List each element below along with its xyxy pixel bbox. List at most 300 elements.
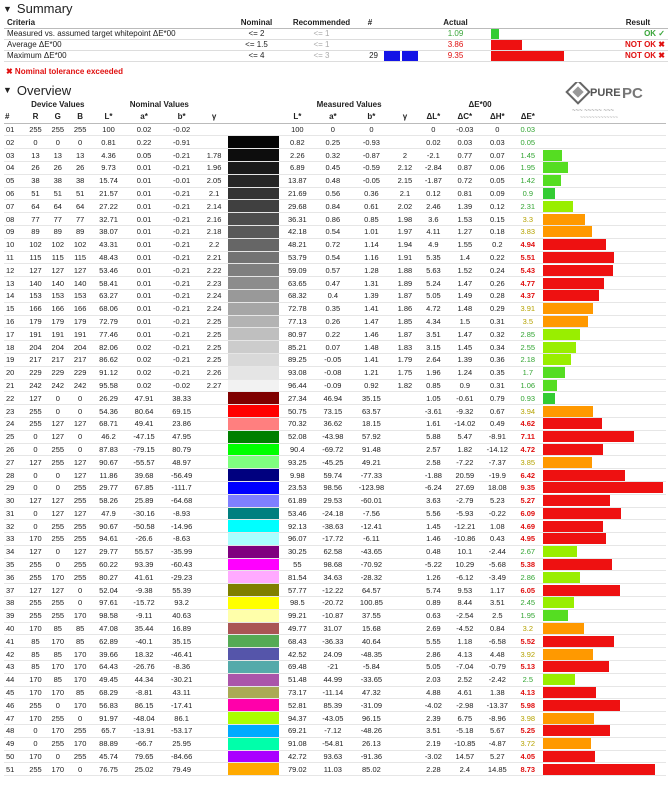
table-row (4, 392, 666, 405)
cell-value (201, 584, 227, 597)
cell-value: 127 (73, 508, 87, 518)
color-swatch (227, 507, 280, 520)
delta-e-value: 1.7 (522, 368, 534, 378)
cell-value: 170 (51, 572, 65, 582)
cell-value: 39.66 (99, 649, 118, 659)
cell-value: -0.02 (173, 380, 191, 390)
delta-e-bar (543, 265, 613, 276)
delta-e-value: 3.83 (520, 227, 536, 237)
cell-value: 0 (55, 483, 60, 493)
cell-value: 0 (33, 470, 38, 480)
cell-value: 115 (74, 252, 87, 262)
delta-e-value: 0.03 (520, 124, 536, 134)
cell-value: 127 (51, 432, 65, 442)
cell-value: 51.48 (287, 675, 307, 685)
cell-value: -1.88 (424, 470, 442, 480)
cell-value: -0.21 (173, 201, 191, 211)
cell-value: 127 (73, 457, 87, 467)
cell-value: 100 (291, 124, 304, 134)
cell-value: -36.33 (322, 636, 344, 646)
color-swatch (227, 673, 280, 686)
cell-value: 204 (51, 342, 65, 352)
color-swatch (227, 533, 280, 546)
cell-value: 1.05 (426, 393, 441, 403)
cell-value: 255 (29, 764, 42, 774)
cell-value: 255 (73, 124, 87, 134)
delta-e-value: 2.55 (520, 342, 536, 352)
cell-value: 26 (53, 163, 62, 173)
swatch-fill (228, 444, 279, 456)
cell-value: 38.33 (172, 393, 191, 403)
cell-value (392, 417, 418, 430)
cell-value: 64.43 (99, 662, 118, 672)
cell-value: 1.39 (457, 201, 473, 211)
col-criteria: Criteria (4, 17, 229, 28)
cell-value: -64.68 (170, 496, 193, 506)
cell-value: 255 (51, 457, 65, 467)
table-row (4, 187, 666, 200)
cell-value: 127 (73, 470, 87, 480)
cell-value: 4.48 (490, 649, 505, 659)
cell-value (392, 494, 418, 507)
cell-value: 4.61 (457, 688, 473, 698)
cell-value: 93.25 (287, 457, 307, 467)
cell-value (392, 571, 418, 584)
collapse-triangle-icon[interactable]: ▼ (3, 3, 12, 14)
cell-value: 1.47 (457, 329, 473, 339)
cell-value: 1.45 (457, 342, 473, 352)
color-swatch (227, 763, 280, 776)
summary-title: Summary (16, 1, 73, 16)
cell-value: 0.29 (490, 304, 505, 314)
color-swatch (227, 123, 280, 136)
cell-value (201, 737, 227, 750)
cell-value: 0 (55, 700, 60, 710)
cell-value: 53.46 (99, 265, 118, 275)
table-row (4, 622, 666, 635)
cell-value: 255 (73, 496, 87, 506)
cell-value: 1.16 (364, 252, 379, 262)
cell-value (392, 392, 418, 405)
table-row (4, 136, 666, 149)
cell-value: 0.85 (364, 214, 379, 224)
cell-value: 2.2 (208, 240, 220, 250)
cell-value (392, 661, 418, 674)
cell-value: 0 (78, 713, 83, 723)
cell-value: -0.05 (324, 355, 342, 365)
swatch-fill (228, 367, 279, 379)
delta-e-value: 4.77 (520, 278, 536, 288)
patch-index: 16 (6, 316, 15, 326)
cell-value: 0.09 (490, 188, 505, 198)
delta-e-value: 1.45 (520, 150, 536, 160)
cell-value: -11.14 (322, 688, 344, 698)
cell-value: 96.15 (362, 713, 381, 723)
cell-value: 6.75 (457, 713, 473, 723)
cell-value: 0.22 (136, 137, 152, 147)
cell-value: 153 (51, 291, 65, 301)
cell-value: 1.26 (426, 572, 441, 582)
cell-value: 0.07 (325, 342, 341, 352)
delta-e-value: 4.37 (520, 291, 536, 301)
delta-e-value: 4.69 (520, 521, 536, 531)
swatch-fill (228, 175, 279, 187)
cell-value: 1.24 (457, 368, 473, 378)
cell-value: 68.06 (99, 304, 118, 314)
delta-e-value: 1.95 (520, 163, 536, 173)
cell-value: -0.02 (173, 124, 191, 134)
cell-value: 41.61 (134, 572, 154, 582)
color-swatch (227, 712, 280, 725)
table-row (4, 648, 666, 661)
cell-value: 1.41 (364, 304, 379, 314)
cell-value: 11.03 (323, 764, 342, 774)
cell-value: 38 (75, 176, 85, 186)
cell-value: 242 (29, 380, 42, 390)
cell-value: 47.32 (362, 688, 381, 698)
cell-value: 1.52 (457, 265, 473, 275)
delta-e-bar (543, 290, 599, 301)
delta-e-value: 0.05 (520, 137, 536, 147)
actual-bar (491, 51, 564, 61)
cell-value: 15.74 (99, 176, 118, 186)
cell-value: 255 (51, 534, 65, 544)
cell-value: 2.86 (426, 649, 441, 659)
cell-value: 1.38 (490, 688, 505, 698)
cell-value (201, 507, 227, 520)
color-swatch (227, 213, 280, 226)
cell-value: 4.36 (101, 150, 116, 160)
cell-value: -17.72 (322, 534, 344, 544)
cell-value: 255 (73, 572, 87, 582)
delta-e-bar (543, 470, 625, 481)
nominal-value: <= 1.5 (245, 40, 268, 49)
cell-value: 127 (51, 265, 65, 275)
svg-text:~~~ ~~~~~ ~~~: ~~~ ~~~~~ ~~~ (572, 108, 614, 114)
cell-value: 179 (51, 316, 65, 326)
patch-index: 10 (6, 240, 15, 250)
cell-value: 25.89 (134, 496, 154, 506)
cell-value: -54.81 (322, 739, 344, 749)
table-row (4, 341, 666, 354)
cell-value: 0 (33, 521, 38, 531)
color-swatch (227, 328, 280, 341)
cell-value: 1.94 (397, 240, 413, 250)
cell-value: -0.22 (488, 508, 506, 518)
cell-value (201, 635, 227, 648)
cell-value: 85 (53, 649, 62, 659)
table-row (4, 750, 666, 763)
cell-value: 255 (29, 560, 42, 570)
table-row (4, 635, 666, 648)
patch-index: 32 (6, 521, 15, 531)
cell-value: -2.42 (488, 675, 506, 685)
delta-e-value: 5.38 (520, 560, 536, 570)
cell-value: -8.91 (488, 432, 506, 442)
cell-value: 10.1 (457, 547, 473, 557)
cell-value: 0.31 (490, 380, 505, 390)
svg-text:~~~~~~~~~~~~~: ~~~~~~~~~~~~~ (580, 115, 618, 121)
cell-value: 9.98 (290, 470, 305, 480)
cell-value: 1.53 (457, 214, 473, 224)
cell-value: -0.08 (324, 368, 342, 378)
table-row (4, 430, 666, 443)
delta-e-bar (543, 201, 573, 212)
cell-value: 2.15 (397, 176, 413, 186)
color-swatch (227, 622, 280, 635)
cell-value: 3.51 (490, 598, 505, 608)
cell-value: -14.96 (170, 521, 193, 531)
cell-value: -2.1 (426, 150, 440, 160)
cell-value (392, 584, 418, 597)
result-status: OK ✓ (644, 29, 665, 38)
cell-value (201, 661, 227, 674)
color-swatch (227, 238, 280, 251)
delta-e-value: 4.62 (520, 419, 536, 429)
table-row (4, 699, 666, 712)
cell-value: -6.12 (456, 572, 474, 582)
cell-value: 102 (73, 240, 87, 250)
swatch-fill (228, 328, 279, 340)
table-row (4, 673, 666, 686)
swatch-fill (228, 495, 279, 507)
patch-index: 17 (6, 329, 15, 339)
cell-value: -55.57 (133, 457, 155, 467)
cell-value: 45.74 (99, 752, 118, 762)
cell-value: 62.58 (323, 547, 343, 557)
cell-value (201, 712, 227, 725)
delta-e-value: 3.92 (520, 649, 536, 659)
cell-value: 80.27 (99, 572, 118, 582)
cell-value (392, 622, 418, 635)
cell-value: 100 (102, 124, 115, 134)
cell-value: 4.9 (428, 240, 439, 250)
table-row (4, 481, 666, 494)
color-swatch (227, 520, 280, 533)
cell-value: 61.89 (287, 496, 307, 506)
cell-value: -29.23 (170, 572, 193, 582)
cell-value: -0.21 (173, 163, 191, 173)
cell-value: -45.25 (322, 457, 344, 467)
table-row (4, 302, 666, 315)
delta-e-bar (543, 150, 562, 161)
cell-value (392, 469, 418, 482)
cell-value (201, 456, 227, 469)
cell-value: 35.15 (172, 636, 191, 646)
table-row (4, 737, 666, 750)
cell-value: 62.89 (99, 636, 118, 646)
delta-e-bar (543, 380, 557, 391)
cell-value (201, 417, 227, 430)
cell-value: 10.29 (455, 560, 475, 570)
cell-value: 1.79 (397, 355, 413, 365)
delta-e-value: 6.05 (520, 585, 536, 595)
cell-value: -84.66 (170, 752, 193, 762)
cell-value: 86.62 (99, 355, 118, 365)
delta-e-bar (543, 393, 555, 404)
cell-value: 0.02 (136, 368, 152, 378)
patch-index: 07 (6, 201, 15, 211)
cell-value: -111.7 (171, 483, 192, 493)
cell-value: 0.36 (490, 355, 505, 365)
cell-value: 255 (51, 598, 65, 608)
cell-value: -31.09 (360, 700, 383, 710)
cell-value: 242 (73, 380, 87, 390)
cell-value: 53.46 (287, 508, 307, 518)
table-row (4, 315, 666, 328)
cell-value: 51 (31, 188, 40, 198)
cell-value: 16.89 (172, 624, 191, 634)
cell-value: -15.72 (133, 598, 155, 608)
swatch-fill (228, 431, 279, 443)
cell-value: -48.35 (360, 649, 383, 659)
swatch-measured (402, 51, 418, 61)
cell-value: 55 (293, 560, 302, 570)
cell-value: -26.76 (133, 662, 155, 672)
cell-value: 127 (29, 265, 42, 275)
patch-index: 29 (6, 483, 15, 493)
cell-value: 255 (29, 419, 42, 429)
cell-value: 255 (73, 483, 87, 493)
delta-e-bar (543, 495, 610, 506)
cell-value: 35.44 (134, 624, 154, 634)
patch-index: 19 (6, 355, 15, 365)
cell-value: -6.58 (488, 636, 506, 646)
cell-value: 82.06 (99, 342, 118, 352)
cell-value (392, 750, 418, 763)
cell-value: 27.34 (287, 393, 307, 403)
swatch-fill (228, 546, 279, 558)
tolerance-warning: ✖ Nominal tolerance exceeded (6, 66, 123, 76)
cell-value: 0.01 (136, 163, 152, 173)
recommended-value: <= 1 (313, 29, 330, 38)
cell-value: 1.31 (364, 278, 379, 288)
cell-value: 2.39 (426, 713, 441, 723)
cell-value: 0.72 (325, 240, 341, 250)
cell-value: 0.54 (325, 227, 341, 237)
cell-value: 0.56 (325, 188, 341, 198)
col-header: L* (104, 112, 113, 122)
actual-value: 3.86 (447, 40, 464, 49)
cell-value: 1.82 (457, 444, 473, 454)
cell-value: 13 (53, 150, 62, 160)
cell-value: 80.64 (134, 406, 154, 416)
cell-value: 99.21 (287, 611, 307, 621)
patch-index: 51 (6, 764, 15, 774)
delta-e-value: 4.05 (520, 752, 536, 762)
cell-value: 85 (53, 624, 62, 634)
cell-value: 2.26 (206, 368, 222, 378)
cell-value: 4.13 (457, 649, 473, 659)
cell-value: 80.79 (172, 444, 191, 454)
cell-value (201, 622, 227, 635)
cell-value: 25.02 (134, 764, 154, 774)
delta-e-bar (543, 661, 609, 672)
delta-e-bar (543, 585, 620, 596)
cell-value: 229 (73, 368, 87, 378)
cell-value: 0.05 (136, 150, 152, 160)
col-header: L* (293, 112, 302, 122)
delta-e-value: 2.86 (520, 572, 536, 582)
cell-value: 36.31 (287, 214, 307, 224)
cell-value: 1.85 (397, 316, 413, 326)
cell-value: 5.23 (490, 496, 505, 506)
patch-index: 40 (6, 624, 15, 634)
collapse-triangle-icon[interactable]: ▼ (3, 85, 12, 95)
cell-value: 23.53 (287, 483, 307, 493)
patch-index: 28 (6, 470, 15, 480)
delta-e-bar (543, 226, 592, 237)
cell-value (201, 571, 227, 584)
cell-value: 2.21 (206, 252, 222, 262)
cell-value: -8.81 (135, 688, 153, 698)
cell-value: 23.86 (172, 419, 191, 429)
cell-value: 0.12 (426, 188, 441, 198)
cell-value: 255 (51, 444, 65, 454)
cell-value: 1.96 (206, 163, 222, 173)
cell-value: 26.29 (99, 393, 118, 403)
swatch-fill (228, 405, 279, 417)
cell-value: 26 (75, 163, 85, 173)
cell-value (392, 609, 418, 622)
cell-value: 255 (51, 739, 65, 749)
cell-value: 0.92 (364, 380, 379, 390)
color-swatch (227, 277, 280, 290)
delta-e-bar (543, 674, 575, 685)
cell-value: 27.69 (455, 483, 475, 493)
col-header: a* (329, 112, 337, 122)
cell-value: 0.72 (457, 176, 473, 186)
cell-value (201, 533, 227, 546)
patch-index: 48 (6, 726, 15, 736)
cell-value: 44.34 (134, 675, 154, 685)
cell-value: 67.85 (134, 483, 154, 493)
cell-value (201, 469, 227, 482)
cell-value: 0 (78, 585, 83, 595)
swatch-fill (228, 136, 279, 148)
cell-value: 127 (29, 547, 42, 557)
cell-value: -47.15 (133, 432, 155, 442)
delta-e-value: 5.13 (520, 662, 536, 672)
cell-value: 15.68 (362, 624, 381, 634)
swatch-fill (228, 277, 279, 289)
cell-value: 217 (29, 355, 42, 365)
table-row (4, 597, 666, 610)
summary-header[interactable] (0, 0, 670, 17)
cell-value: -12.21 (454, 521, 476, 531)
swatch-fill (228, 482, 279, 494)
table-row (4, 289, 666, 302)
delta-e-value: 0.93 (520, 393, 536, 403)
cell-value: 1.01 (364, 227, 379, 237)
table-row (4, 328, 666, 341)
cell-value: 2.27 (206, 380, 222, 390)
cell-value: 0 (369, 124, 374, 134)
cell-value: -3.61 (424, 406, 442, 416)
cell-value: -2.98 (456, 700, 474, 710)
cell-value: -48.04 (133, 713, 155, 723)
cell-value: 0.22 (490, 252, 505, 262)
cell-value (392, 686, 418, 699)
cell-value (201, 648, 227, 661)
cell-value (201, 686, 227, 699)
cell-value: -43.65 (360, 547, 383, 557)
cell-value (201, 520, 227, 533)
cell-value: 49.21 (362, 457, 381, 467)
cell-value: 5.24 (426, 278, 441, 288)
cell-value: 77.46 (99, 329, 118, 339)
cell-value: 51 (53, 188, 62, 198)
